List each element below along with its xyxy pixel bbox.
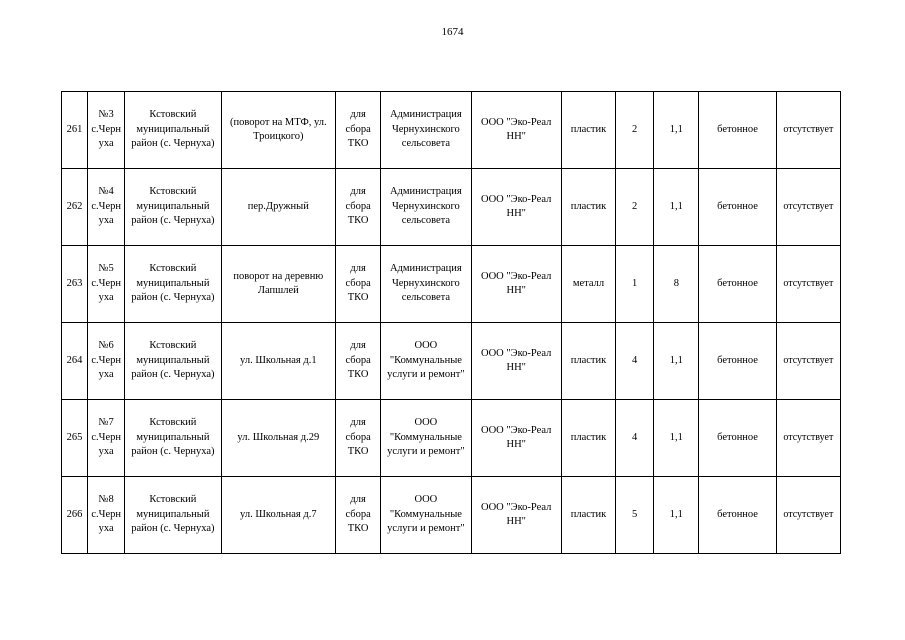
container-material-cell: пластик [561, 92, 615, 169]
purpose-cell: для сбора ТКО [336, 477, 381, 554]
page-number: 1674 [441, 26, 464, 38]
container-volume-cell: 1,1 [654, 400, 699, 477]
operator-cell: ООО "Эко-Реал НН" [471, 92, 561, 169]
operator-cell: ООО "Эко-Реал НН" [471, 246, 561, 323]
address-cell: пер.Дружный [221, 169, 335, 246]
address-cell: ул. Школьная д.1 [221, 323, 335, 400]
district-cell: Кстовский муниципальный район (с. Чернуха) [125, 92, 221, 169]
site-name-cell: №3 с.Чернуха [88, 92, 125, 169]
container-material-cell: пластик [561, 400, 615, 477]
district-cell: Кстовский муниципальный район (с. Чернуха) [125, 169, 221, 246]
table-row [62, 323, 841, 400]
table-row [62, 400, 841, 477]
site-name-cell: №4 с.Чернуха [88, 169, 125, 246]
container-material-cell: пластик [561, 169, 615, 246]
presence-cell: отсутствует [776, 323, 840, 400]
presence-cell: отсутствует [776, 477, 840, 554]
owner-cell: Администрация Чернухинского сельсовета [381, 92, 471, 169]
container-volume-cell: 1,1 [654, 92, 699, 169]
container-volume-cell: 1,1 [654, 169, 699, 246]
container-count-cell: 4 [616, 323, 654, 400]
presence-cell: отсутствует [776, 92, 840, 169]
surface-type-cell: бетонное [699, 323, 776, 400]
site-name-cell: №6 с.Чернуха [88, 323, 125, 400]
address-cell: ул. Школьная д.29 [221, 400, 335, 477]
container-volume-cell: 1,1 [654, 477, 699, 554]
surface-type-cell: бетонное [699, 92, 776, 169]
operator-cell: ООО "Эко-Реал НН" [471, 400, 561, 477]
owner-cell: Администрация Чернухинского сельсовета [381, 246, 471, 323]
purpose-cell: для сбора ТКО [336, 169, 381, 246]
owner-cell: Администрация Чернухинского сельсовета [381, 169, 471, 246]
container-volume-cell: 1,1 [654, 323, 699, 400]
row-number-cell: 265 [62, 400, 88, 477]
container-count-cell: 5 [616, 477, 654, 554]
row-number-cell: 264 [62, 323, 88, 400]
operator-cell: ООО "Эко-Реал НН" [471, 323, 561, 400]
surface-type-cell: бетонное [699, 477, 776, 554]
owner-cell: ООО "Коммунальные услуги и ремонт" [381, 400, 471, 477]
container-count-cell: 2 [616, 92, 654, 169]
container-material-cell: металл [561, 246, 615, 323]
purpose-cell: для сбора ТКО [336, 400, 381, 477]
address-cell: поворот на деревню Лапшлей [221, 246, 335, 323]
district-cell: Кстовский муниципальный район (с. Чернуха) [125, 400, 221, 477]
owner-cell: ООО "Коммунальные услуги и ремонт" [381, 323, 471, 400]
address-cell: ул. Школьная д.7 [221, 477, 335, 554]
table-row [62, 169, 841, 246]
address-cell: (поворот на МТФ, ул. Троицкого) [221, 92, 335, 169]
table-row [62, 477, 841, 554]
purpose-cell: для сбора ТКО [336, 323, 381, 400]
presence-cell: отсутствует [776, 246, 840, 323]
table-row [62, 246, 841, 323]
site-name-cell: №5 с.Чернуха [88, 246, 125, 323]
surface-type-cell: бетонное [699, 246, 776, 323]
surface-type-cell: бетонное [699, 169, 776, 246]
operator-cell: ООО "Эко-Реал НН" [471, 477, 561, 554]
row-number-cell: 266 [62, 477, 88, 554]
row-number-cell: 262 [62, 169, 88, 246]
site-name-cell: №7 с.Чернуха [88, 400, 125, 477]
container-volume-cell: 8 [654, 246, 699, 323]
district-cell: Кстовский муниципальный район (с. Чернуха) [125, 477, 221, 554]
purpose-cell: для сбора ТКО [336, 92, 381, 169]
surface-type-cell: бетонное [699, 400, 776, 477]
district-cell: Кстовский муниципальный район (с. Чернуха) [125, 246, 221, 323]
container-count-cell: 1 [616, 246, 654, 323]
waste-site-registry-table [61, 91, 841, 554]
row-number-cell: 261 [62, 92, 88, 169]
presence-cell: отсутствует [776, 169, 840, 246]
container-material-cell: пластик [561, 477, 615, 554]
operator-cell: ООО "Эко-Реал НН" [471, 169, 561, 246]
purpose-cell: для сбора ТКО [336, 246, 381, 323]
district-cell: Кстовский муниципальный район (с. Чернуха) [125, 323, 221, 400]
container-count-cell: 4 [616, 400, 654, 477]
site-name-cell: №8 с.Чернуха [88, 477, 125, 554]
owner-cell: ООО "Коммунальные услуги и ремонт" [381, 477, 471, 554]
container-material-cell: пластик [561, 323, 615, 400]
container-count-cell: 2 [616, 169, 654, 246]
presence-cell: отсутствует [776, 400, 840, 477]
table-row [62, 92, 841, 169]
row-number-cell: 263 [62, 246, 88, 323]
